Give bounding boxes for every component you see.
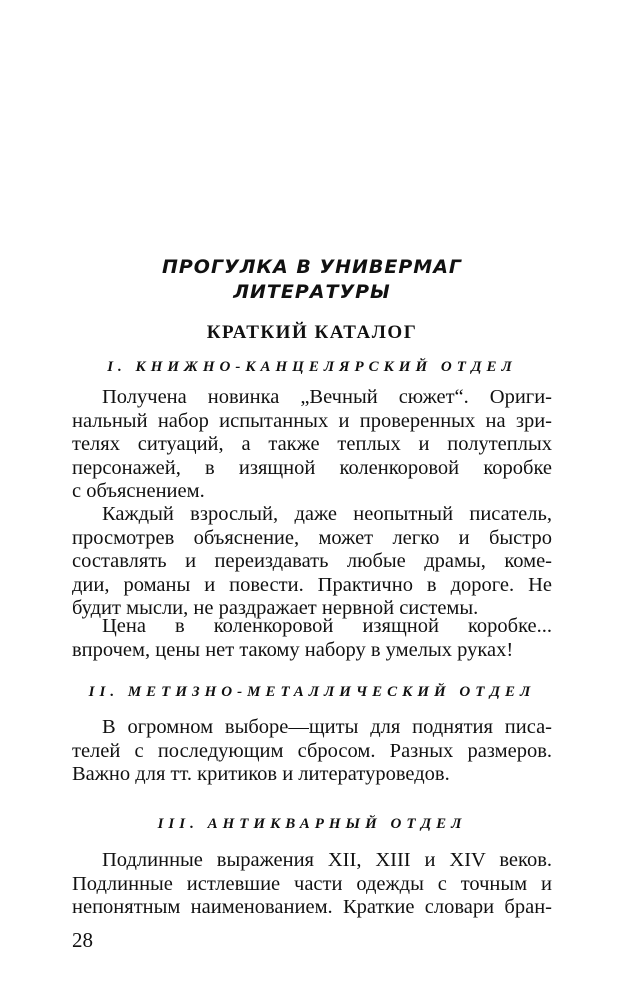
- chapter-title-line2: ЛИТЕРАТУРЫ: [233, 281, 391, 303]
- text-line: будит мысли, не раздражает нервной системы.: [72, 597, 479, 619]
- text-line: телях ситуаций, а также теплых и полутеплых: [72, 433, 552, 455]
- text-line: Важно для тт. критиков и литературоведов.: [72, 763, 450, 785]
- text-line: Подлинные выражения XII, XIII и XIV веков.: [102, 849, 552, 871]
- paragraph-2: [72, 503, 552, 621]
- text-line: Подлинные истлевшие части одежды с точным и: [72, 872, 552, 895]
- text-line: Каждый взрослый, даже неопытный писатель,: [102, 503, 552, 525]
- text-line: составлять и переиздавать любые драмы, коме-: [72, 550, 552, 572]
- text-line: Цена в коленкоровой изящной коробке...: [102, 615, 552, 637]
- text-line: с объяснением.: [72, 480, 205, 502]
- text-line: просмотрев объяснение, может легко и быстро: [72, 526, 552, 549]
- text-line: телей с последующим сбросом. Разных размеров.: [72, 739, 552, 762]
- text-line: персонажей, в изящной коленкоровой коробке: [72, 456, 552, 479]
- section-heading-2: II. МЕТИЗНО-МЕТАЛЛИЧЕСКИЙ ОТДЕЛ: [88, 684, 536, 700]
- text-line: дии, романы и повести. Практично в дороге. Не: [72, 573, 552, 596]
- text-line: Получена новинка „Вечный сюжет“. Ориги-: [102, 386, 552, 408]
- section-heading-1: I. КНИЖНО-КАНЦЕЛЯРСКИЙ ОТДЕЛ: [107, 359, 517, 375]
- paragraph-4: [72, 716, 552, 787]
- text-line: впрочем, цены нет такому набору в умелых руках!: [72, 638, 514, 661]
- paragraph-1: [72, 386, 552, 504]
- text-line: непонятным наименованием. Краткие словари бран-: [72, 896, 552, 918]
- page-number: 28: [72, 928, 93, 952]
- section-heading-3: III. АНТИКВАРНЫЙ ОТДЕЛ: [157, 816, 467, 832]
- paragraph-5: [72, 849, 552, 920]
- paragraph-3: [72, 615, 552, 662]
- catalog-heading: КРАТКИЙ КАТАЛОГ: [206, 322, 418, 343]
- chapter-title-line1: ПРОГУЛКА В УНИВЕРМАГ: [161, 256, 463, 278]
- text-line: нальный набор испытанных и проверенных на зри-: [72, 409, 552, 432]
- text-line: В огромном выборе—щиты для поднятия писа-: [102, 716, 552, 738]
